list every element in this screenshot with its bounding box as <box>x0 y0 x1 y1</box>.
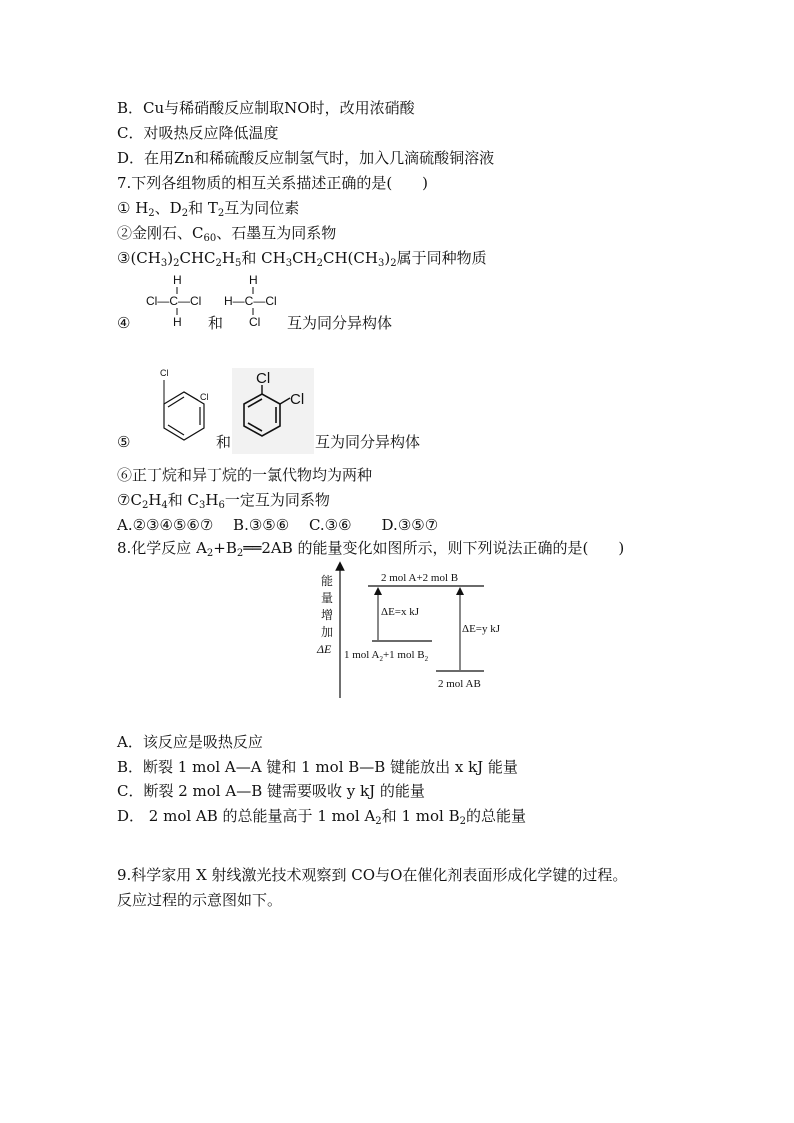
q8-option-a: A．该反应是吸热反应 <box>117 733 263 751</box>
svg-text:能: 能 <box>321 574 334 588</box>
q7-statement-7: $⑦C_2H_4$和 $C_3H_6$一定互为同系物 <box>117 491 330 511</box>
q7-statement-4-and: 和 <box>208 314 224 332</box>
q7-statement-6: ⑥正丁烷和异丁烷的一氯代物均为两种 <box>117 466 373 484</box>
svg-text:ΔE=y kJ: ΔE=y kJ <box>462 623 501 635</box>
svg-text:H: H <box>173 315 182 329</box>
svg-text:1 mol A2+1 mol B2: 1 mol $A_2+1$ mol $B_2$ <box>344 649 429 663</box>
o-dichlorobenzene-right <box>232 368 314 454</box>
q8-option-d: D． 2 mol AB 的总能量高于 1 mol $A_2$和 1 mol $B_2$的总能量 <box>117 807 526 827</box>
q7-stem: 7.下列各组物质的相互关系描述正确的是( ) <box>117 174 429 192</box>
q7-statement-5-num: ⑤ <box>117 433 131 451</box>
svg-text:增: 增 <box>321 608 334 622</box>
svg-text:量: 量 <box>321 591 334 605</box>
q7-statement-3: $③(CH_3)_2CHC_2H_5$和 $CH_3CH_2CH(CH_3)_2$属于同种物质 <box>117 249 487 269</box>
svg-text:ΔE: ΔE <box>317 642 332 656</box>
option-b-line: B．Cu与稀硝酸反应制取NO时，改用浓硝酸 <box>117 99 415 117</box>
svg-text:Cl—C—Cl: Cl—C—Cl <box>146 294 202 308</box>
svg-text:Cl: Cl <box>200 392 209 402</box>
q8-option-b: B．断裂 1 mol A—A 键和 1 mol B—B 键能放出 x kJ 能量 <box>117 758 518 776</box>
q9-line-1: 9.科学家用 X 射线激光技术观察到 CO与O在催化剂表面形成化学键的过程。 <box>117 866 628 884</box>
dichloromethane-structure-2 <box>218 270 298 332</box>
o-dichlorobenzene-left <box>136 366 212 454</box>
energy-axis-label <box>316 573 333 656</box>
svg-text:加: 加 <box>321 625 334 639</box>
q7-statement-4-tail: 互为同分异构体 <box>287 314 393 332</box>
q7-statement-4-num: ④ <box>117 314 131 332</box>
svg-text:ΔE=x kJ: ΔE=x kJ <box>381 606 420 618</box>
svg-text:H: H <box>173 273 182 287</box>
q8-stem: 8.化学反应 $A_2+B_2══2AB$ 的能量变化如图所示，则下列说法正确的是( ) <box>117 539 625 559</box>
option-c-line: C．对吸热反应降低温度 <box>117 124 279 142</box>
svg-text:H: H <box>249 273 258 287</box>
q7-statement-2: ②金刚石、$C_{60}$、石墨互为同系物 <box>117 224 337 244</box>
svg-text:Cl: Cl <box>256 370 271 387</box>
svg-text:H—C—Cl: H—C—Cl <box>224 294 277 308</box>
svg-text:2 mol A+2 mol B: 2 mol A+2 mol B <box>381 572 459 584</box>
svg-text:2 mol AB: 2 mol AB <box>438 678 481 690</box>
q7-options: A.②③④⑤⑥⑦ B.③⑤⑥ C.③⑥ D.③⑤⑦ <box>117 516 439 534</box>
q8-option-c: C．断裂 2 mol A—B 键需要吸收 y kJ 的能量 <box>117 782 425 800</box>
svg-text:Cl: Cl <box>290 391 305 408</box>
q7-statement-1: ① $H_2$、$D_2$和 $T_2$互为同位素 <box>117 199 300 219</box>
q9-line-2: 反应过程的示意图如下。 <box>117 891 283 909</box>
svg-text:Cl: Cl <box>160 368 169 378</box>
q7-statement-5-and: 和 <box>216 433 232 451</box>
option-d-line: D．在用Zn和稀硫酸反应制氢气时，加入几滴硫酸铜溶液 <box>117 149 495 167</box>
q7-statement-5-tail: 互为同分异构体 <box>315 433 421 451</box>
energy-diagram <box>312 560 512 702</box>
svg-text:Cl: Cl <box>249 315 261 329</box>
